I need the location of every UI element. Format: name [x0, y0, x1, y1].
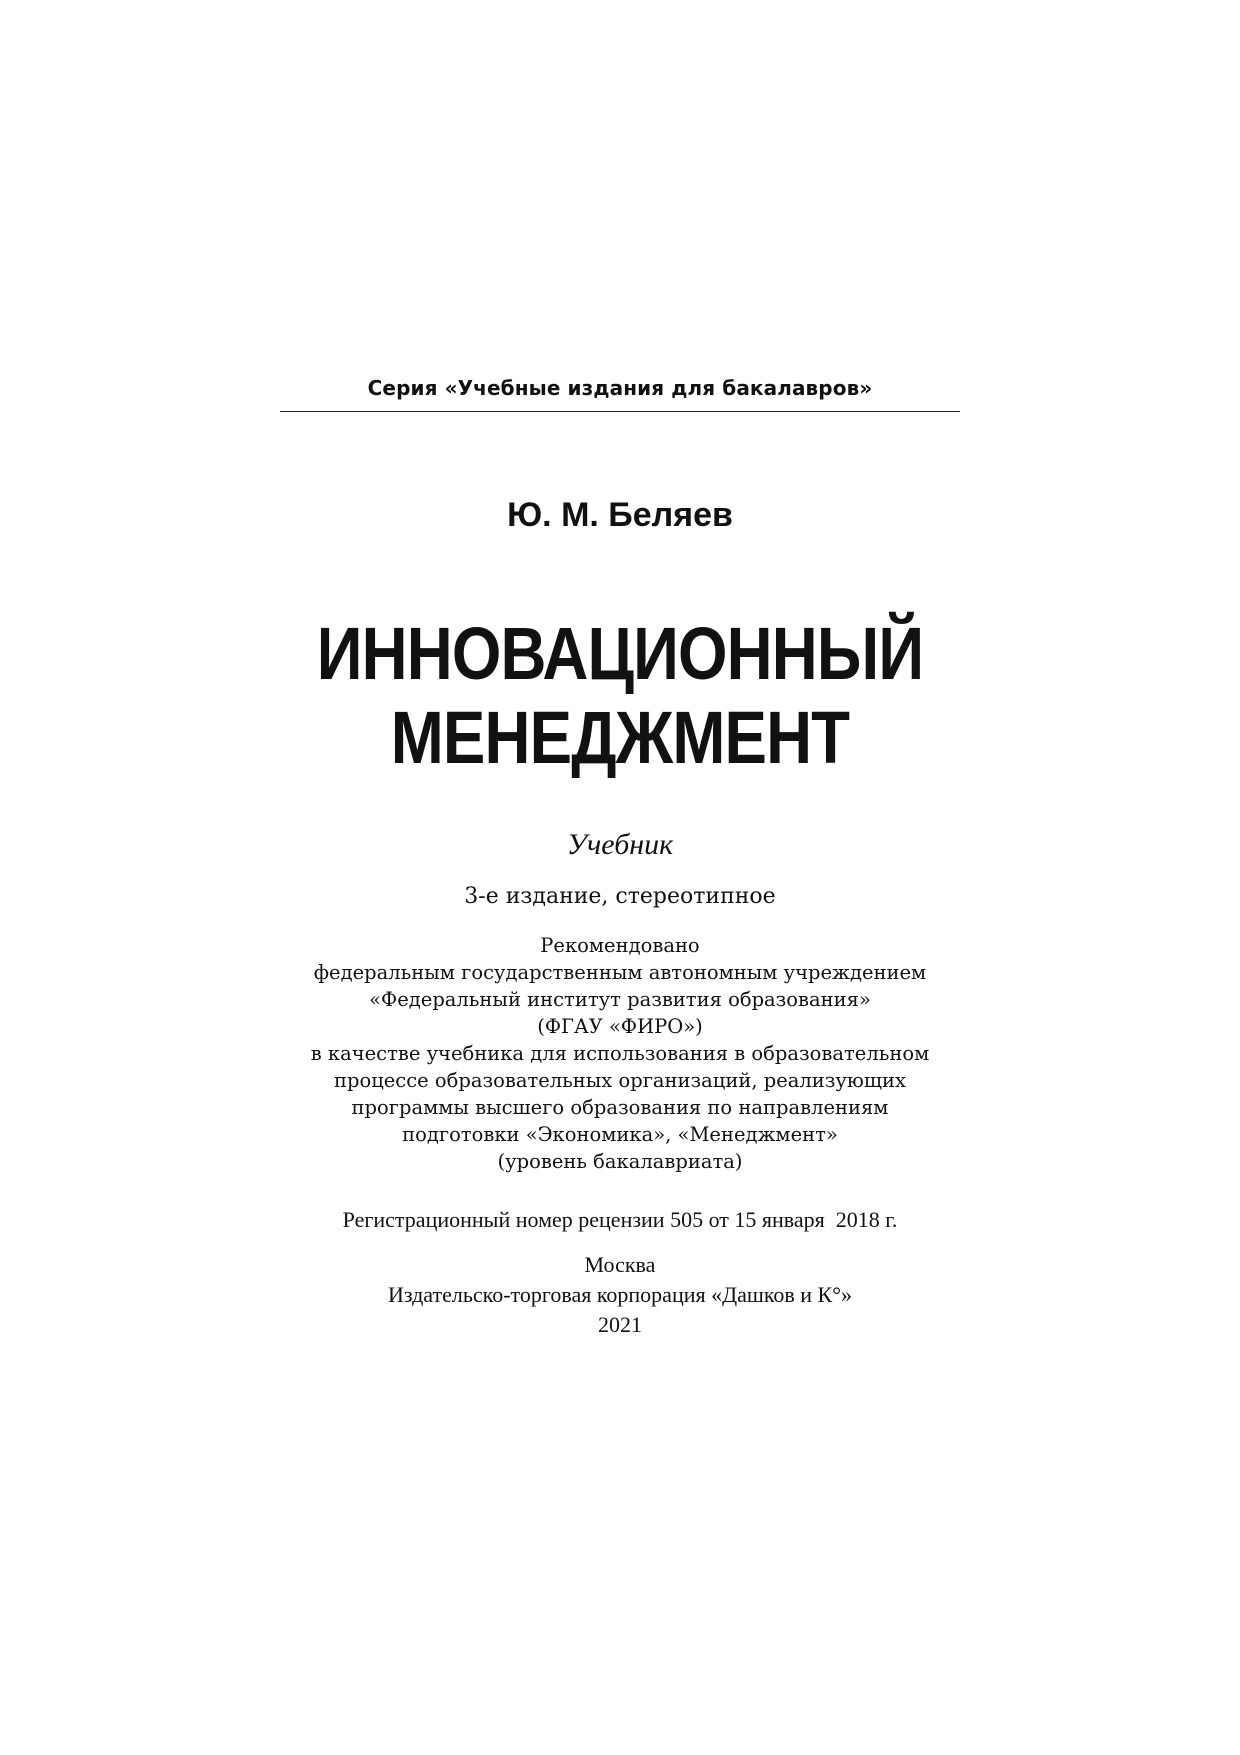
recommendation-line: Рекомендовано: [540, 934, 700, 957]
recommendation-line: программы высшего образования по направлениям: [351, 1096, 889, 1119]
imprint-city: Москва: [584, 1252, 656, 1277]
series-heading: Серия «Учебные издания для бакалавров»: [367, 376, 873, 400]
series-divider: [280, 411, 960, 412]
registration-number: Регистрационный номер рецензии 505 от 15 января 2018 г.: [342, 1207, 898, 1232]
book-title-line: МЕНЕДЖМЕНТ: [390, 696, 850, 779]
edition-label: 3-е издание, стереотипное: [464, 884, 776, 909]
book-title-line: ИННОВАЦИОННЫЙ: [316, 612, 924, 695]
recommendation-line: (ФГАУ «ФИРО»): [537, 1015, 703, 1038]
recommendation-line: в качестве учебника для использования в образовательном: [310, 1042, 930, 1065]
genre-label: Учебник: [566, 828, 674, 861]
recommendation-line: процессе образовательных организаций, реализующих: [334, 1069, 906, 1092]
recommendation-line: федеральным государственным автономным учреждением: [313, 961, 927, 984]
recommendation-block: [230, 932, 1010, 1175]
recommendation-line: подготовки «Экономика», «Менеджмент»: [402, 1123, 838, 1146]
recommendation-line: (уровень бакалавриата): [497, 1150, 743, 1173]
imprint-publisher: Издательско-торговая корпорация «Дашков и К°»: [387, 1282, 853, 1307]
book-title: [259, 612, 981, 780]
author-name: Ю. М. Беляев: [507, 496, 733, 534]
recommendation-line: «Федеральный институт развития образования»: [369, 988, 871, 1011]
imprint-block: [230, 1250, 1010, 1340]
imprint-year: 2021: [598, 1312, 642, 1337]
